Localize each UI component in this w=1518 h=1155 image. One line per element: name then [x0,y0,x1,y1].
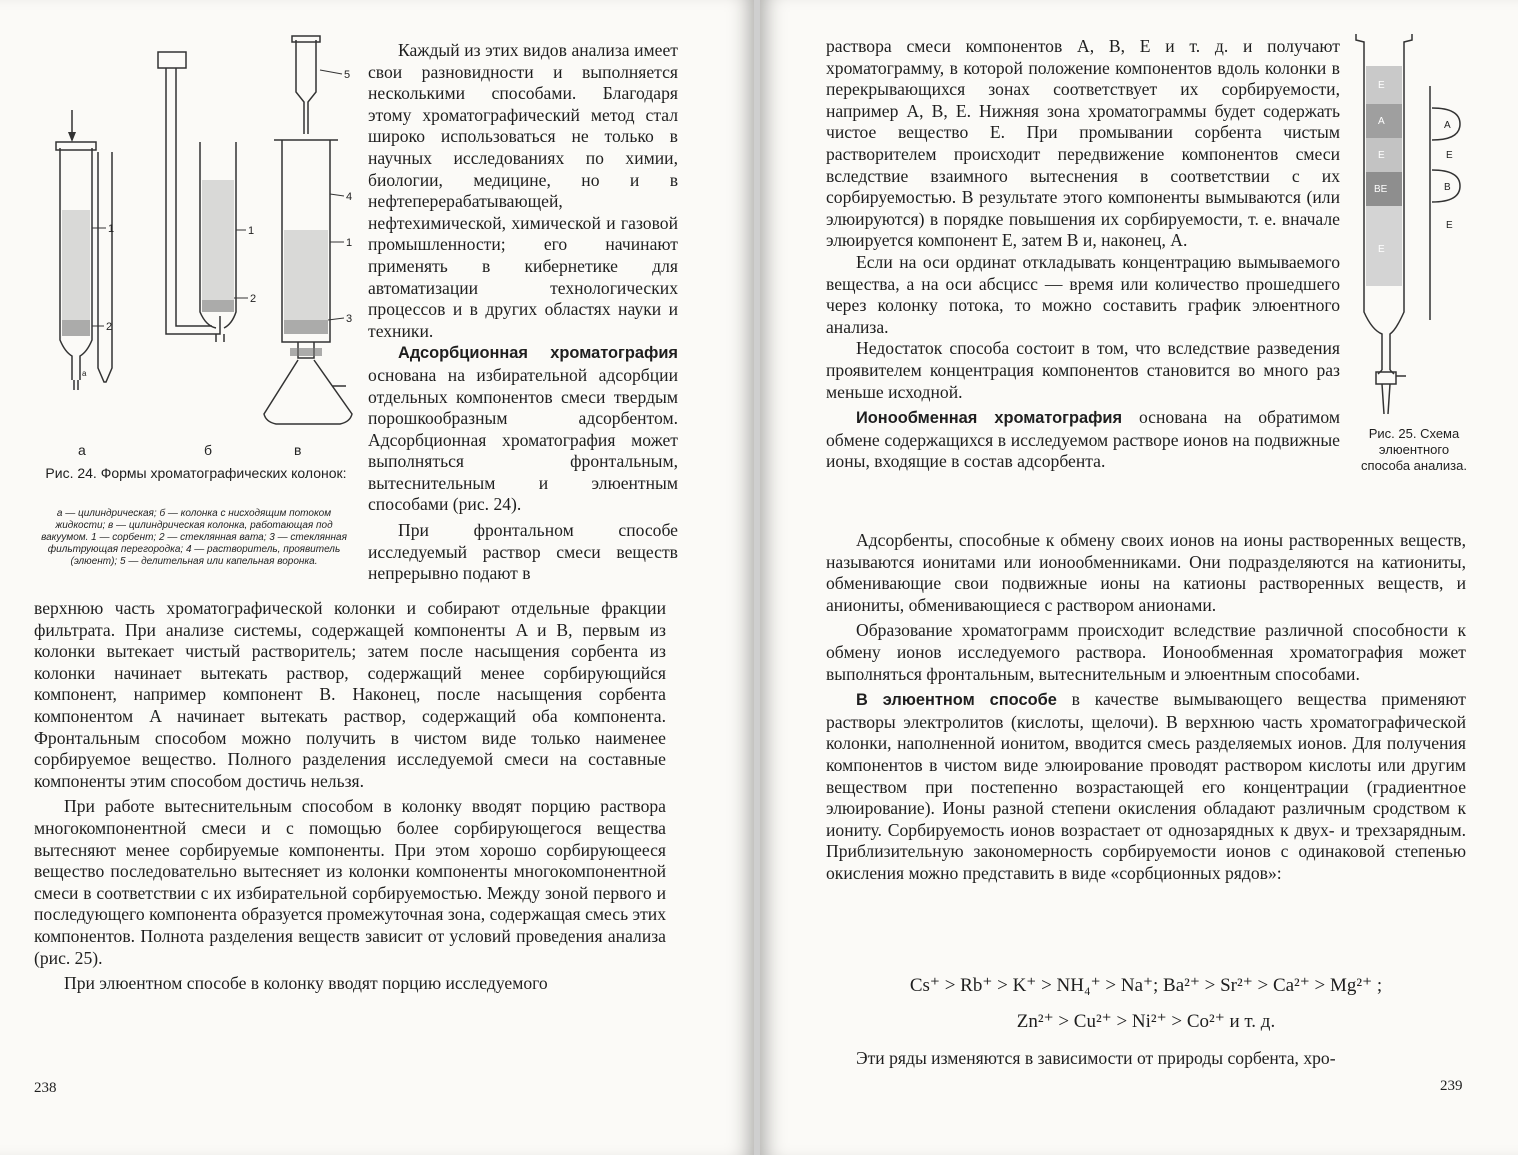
ion-exchange-text: основана на обратимом обмене содержащихся в исследуемом растворе ионов на подвижные ионы, входящие в состав адсорбента. [826,407,1340,472]
figure-25-caption: Рис. 25. Схема элюентного способа анализа. [1361,426,1467,473]
left-full-text [34,598,666,995]
figure-24-columns [20,30,390,500]
callout-4: 4 [346,191,353,203]
paragraph-eluent-start: При элюентном способе в колонку вводят порцию исследуемого [64,973,548,994]
sorption-series-1: Cs⁺ > Rb⁺ > K⁺ > NH₄⁺ > Na⁺; Ba²⁺ > Sr²⁺ > Ca²⁺ > Mg²⁺ ; [909,975,1383,996]
zone-label-e2: E [1378,150,1385,161]
paragraph-last: Эти ряды изменяются в зависимости от природы сорбента, хро- [856,1048,1336,1068]
page-number-right: 239 [1440,1078,1463,1094]
zone-label-e1: E [1378,80,1385,91]
paragraph-intro: Каждый из этих видов анализа имеет свои разновидности и выполняется несколькими способами. Благодаря этому хроматографический метод стал широко использоваться не только в научных исследованиях по химии, биологии, медицине, но и в нефтеперерабатывающей, нефтехимической, химической и газовой промышленности; его начинают применять в кибернетике для автоматизации технологических процессов и в других областях науки и техники. [368,40,678,341]
right-wrap-column [826,36,1340,473]
eluent-text: в качестве вымывающего вещества применяют растворы электролитов (кислоты, щелочи). В верхнюю часть хроматографической колонки, наполненной ионитом, вводится смесь разделяемых ионов. Для получения компонентов в чистом виде элюирование проводят раствором кислоты или другим веществом при постепенно возрастающей его концентрации (градиентное элюирование). Ионы разной степени окисления обладают различным сродством к иониту. Сорбируемость ионов возрастает от однозарядных к двух- и трехзарядным. Приблизительную закономерность сорбируемости ионов с одинаковой степенью окисления можно представить в виде «сорбционных рядов»: [826,689,1466,883]
right-page [760,0,1518,1155]
callout-1b: 1 [248,225,255,237]
paragraph-displacement: При работе вытеснительным способом в колонку вводят порцию раствора многокомпонентной смеси и с помощью более сорбирующегося вещества вытесняют менее сорбируемые компоненты. При этом хорошо сорбирующееся вещество последовательно вытесняет из колонки компоненты многокомпонентной смеси в соответствии с их избирательной сорбируемостью. Между зоной первого и последующего компонента образуется промежуточная зона, содержащая смесь этих компонентов. Полнота разделения веществ зависит от условий проведения анализа (рис. 25). [34,796,666,968]
callout-2b: 2 [250,293,257,305]
callout-1c: 1 [346,237,353,249]
paragraph-drawback: Недостаток способа состоит в том, что вследствие разведения проявителем концентрация компонентов становится во много раз меньше исходной. [826,338,1340,402]
page-number-left: 238 [34,1080,57,1096]
right-last-line [826,1048,1466,1070]
figure-24-caption-details: а — цилиндрическая; б — колонка с нисходящим потоком жидкости; в — цилиндрическая колонка, работающая под вакуумом. 1 — сорбент; 2 — стеклянная вата; 3 — стеклянная фильтрующая перегородка; 4 — растворитель, проявитель (элюент); 5 — делительная или капельная воронка. [41,508,347,567]
paragraph-eluent-method [826,689,1466,884]
paragraph-frontal-intro: При фронтальном способе исследуемый раствор смеси веществ непрерывно подают в [368,520,678,584]
paragraph-chromatograms: Образование хроматограмм происходит вследствие различной способности к обмену ионов исследуемого раствора. Ионообменная хроматография может выполняться фронтальным, вытеснительным и элюентным способами. [826,620,1466,684]
term-ion-exchange: Ионообменная хроматография [856,409,1123,428]
paragraph-graph: Если на оси ординат откладывать концентрацию вымываемого вещества, а на оси абсцисс — время или количество прошедшего через колонку потока, то можно составить график элюентного анализа. [826,251,1340,337]
paragraph-adsorption [368,342,678,516]
paragraph-ion-exchange [826,407,1340,473]
right-full-text [826,530,1466,885]
sublabel-b: б [204,442,213,458]
side-label-e1: E [1446,150,1453,161]
term-adsorption: Адсорбционная хроматография [398,344,678,363]
sublabel-v: в [294,442,302,458]
zone-label-a: A [1378,116,1385,127]
left-top-column [368,40,678,585]
left-page [0,0,754,1155]
adsorption-text: основана на избирательной адсорбции отдельных компонентов смеси твердым порошкообразным адсорбентом. Адсорбционная хроматография может выполняться фронтальным, вытеснительным и элюентным способами (рис. 24). [368,364,678,515]
callout-1a: 1 [108,223,115,235]
callout-5: 5 [344,69,351,81]
side-label-a: A [1444,120,1451,131]
callout-3: 3 [346,313,353,325]
callout-2a: 2 [106,321,113,333]
figure-25-column [1350,30,1490,420]
term-eluent: В элюентном способе [856,691,1057,710]
zone-label-e3: E [1378,244,1385,255]
paragraph-eluent-cont: раствора смеси компонентов A, B, E и т. д. и получают хроматограмму, в которой положение компонентов вдоль колонки в перекрывающихся зонах соответствует их сорбируемости, например A, B, E. Нижняя зона хроматограммы будет содержать чистое вещество E. При промывании сорбента чистым растворителем происходит передвижение компонентов смеси вследствие взаимного вытеснения в соответствии с их сорбируемостью. В результате этого компоненты вымываются (или элюируются) в порядке повышения их сорбируемости, т. е. вначале элюируется компонент E, затем B и, наконец, A. [826,36,1340,251]
paragraph-ionites: Адсорбенты, способные к обмену своих ионов на ионы растворенных веществ, называются ионитами или ионообменниками. Они подразделяются на катиониты, обменивающие свои подвижные ионы на катионы растворенных веществ, и аниониты, обменивающиеся с раствором анионами. [826,530,1466,615]
callout-a: a [82,369,87,378]
zone-label-be: BE [1374,184,1388,195]
sublabel-a: а [78,442,86,458]
side-label-e2: E [1446,220,1453,231]
side-label-b: B [1444,182,1451,193]
paragraph-frontal: верхнюю часть хроматографической колонки и собирают отдельные фракции фильтрата. При анализе системы, содержащей компоненты A и B, первым из колонки вытекает чистый растворитель; затем после насыщения сорбента из колонки начинает вытекать раствор, содержащий менее сорбирующийся компонент, например компонент B. Наконец, после насыщения сорбента компонентом A начинает вытекать раствор, содержащий оба компонента. Фронтальным способом можно получить в чистом виде только наименее сорбируемое вещество. Полного разделения исследуемой смеси на составные компоненты этим способом достичь нельзя. [34,598,666,791]
sorption-series-2: Zn²⁺ > Cu²⁺ > Ni²⁺ > Co²⁺ и т. д. [1016,1011,1276,1032]
figure-24-caption-title: Рис. 24. Формы хроматографических колонок: [45,465,347,481]
figure-24-caption [36,464,356,482]
